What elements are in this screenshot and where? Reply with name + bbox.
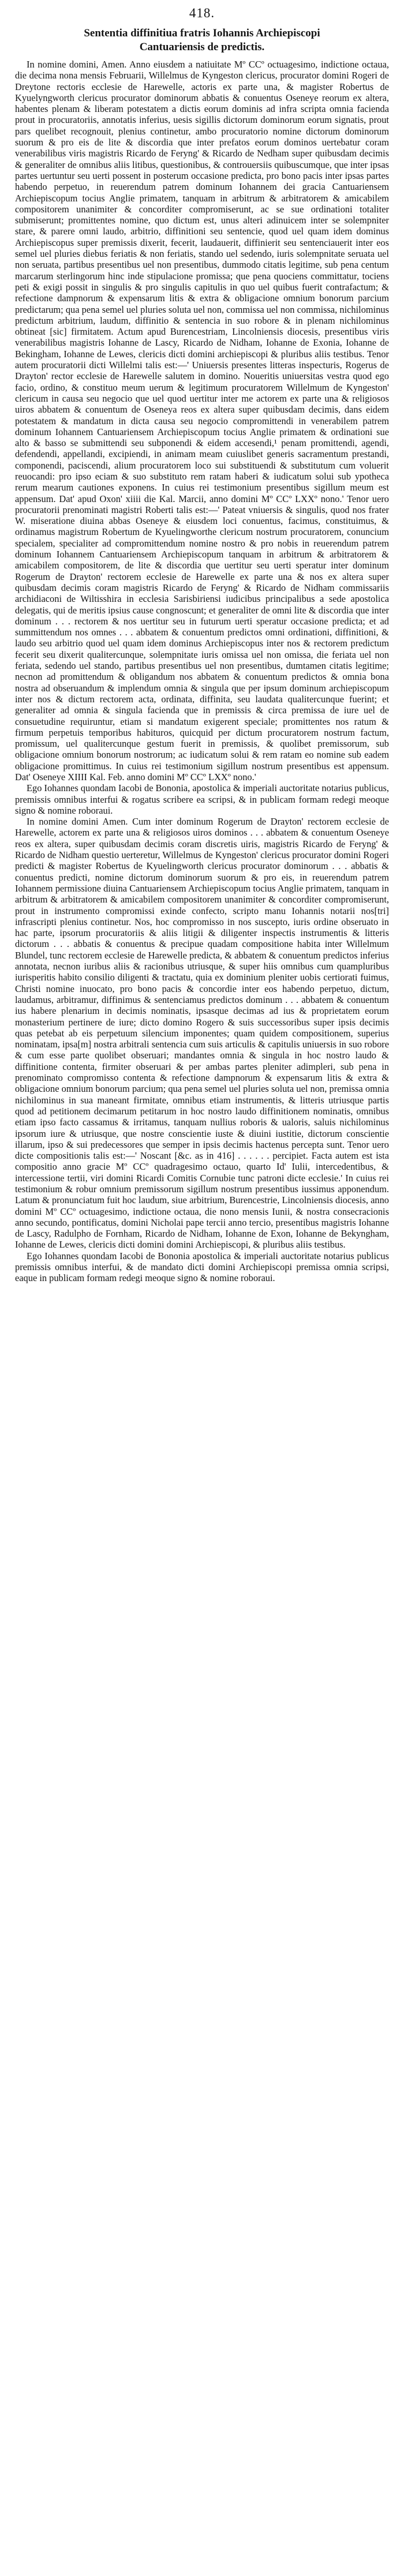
- heading-line-2: Cantuariensis de predictis.: [139, 41, 265, 53]
- paragraph-arbitral-sentence: In nomine domini Amen. Cum inter dominum Rogerum de Drayton' rectorem ecclesie de Harewelle, actorem ex parte una & religiosos uiros dominos . . . abbatem & conuentum Oseneye reos ex altera, super quibusdam decimis coram discretis uiris, magistris Ricardo de Feryng' & Ricardo de Nidham questio uerteretur, Willelmus de Kyngeston' clericus procurator domini Rogeri predicti & magister Robertus de Kyuelingworth clericus procurator dominorum . . . abbatis & conuentus predicti, nomine dictorum dominorum suorum & pro eis, in reuerendum patrem Iohannem permissione diuina Cantuariensem Archiepiscopum tocius Anglie primatem, tanquam in arbitrum & arbitratorem & amicabilem compositorem unanimiter & concorditer compromiserunt, prout in instrumento compromissi exinde confecto, scripto manu Iohannis notarii nos[tri] infrascripti plenius continetur. Nos, hoc compromisso in nos suscepto, iuris ordine obseruato in hac parte, ipsorum procuratoriis & aliis litigii & diligenter inspectis instrumentis & litteris dictorum . . . abbatis & conuentus & precipue quadam compositione habita inter Willelmum Blundel, tunc rectorem ecclesie de Harewelle predicta, & abbatem & conuentum predictos inferius annotata, necnon iuribus aliis & racionibus utriusque, & super hiis omnibus cum quampluribus iurisperitis habito consilio diligenti & tractatu, quia ex dominium pleniter uobis certiorati fuimus, Christi nomine inuocato, pro bono pacis & concordie inter eos habendo perpetuo, dictum, laudamus, arbitramur, diffinimus & sentenciamus predictos dominum . . . abbatem & conuentum ius habere plenarium in decimis nominatis, ipsasque decimas ad ius & proprietatem eorum monasterium pertinere de iure; dicto domino Rogero & suis successoribus super ipsis decimis quas petebat ab eis perpetuum silencium imponentes; quam quidem compositionem, superius nominatam, ipsa[m] nostra arbitrali sentencia cum suis articulis & capitulis uniuersis in suo robore & cum esse parte quolibet obseruari; mandantes omnia & singula in hoc nostro laudo & diffinitione contenta, firmiter obseruari & per ambas partes pleniter adimpleri, sub pena in prenominato compromisso contenta & refectione dampnorum & expensarum litis & extra & obligacione omnium bonorum parcium; qua pena semel uel pluries soluta uel non, premissa omnia nichilominus in sua maneant firmitate, omnibus etiam instrumentis, & litteris utriusque partis quod ad petitionem decimarum petitarum in hoc nostro laudo diffinitionem nominatis, omnibus etiam ipso facto cassamus & irritamus, tanquam nullius roboris & ualoris, saluis nichilominus ipsorum iure & utriusque, que nostre conscientie iuste & diuini iustitie, dictorum conscientie illarum, ipso & sui predecessores que semper in ipsis decimis hactenus percepta sunt. Tenor uero dicte compositionis talis est:—' Noscant [&c. as in 416] . . . . . . percipiet. Facta autem est ista compositio anno gracie Mº CCº quadragesimo octauo, quarto Id' Iulii, intercedentibus, & intercessione tertii, viri domini Ricardi Comitis Cornubie tunc patroni dicte ecclesie.' In cuius rei testimonium & robur omnium premissorum sigillum nostrum presentibus iussimus apponendum. Latum & pronunciatum fuit hoc laudum, siue arbitrium, Burencestrie, Lincolniensis diocesis, anno domini Mº CCº octuagesimo, indictione octaua, die nono mensis Iunii, & nostra consecracionis anno secundo, pontificatus, domini Nicholai pape tercii anno tercio, presentibus magistris Iohanne de Lascy, Radulpho de Fornham, Ricardo de Nidham, Iohanne de Exon, Iohanne de Bekyngham, Iohanne de Lewes, clericis dicti domini domini Archiepiscopi, & pluribus aliis testibus.: [15, 816, 389, 1250]
- heading-line-1: Sententia diffinitiua fratris Iohannis Archiepiscopi: [84, 27, 320, 39]
- paragraph-notary-attestation-1: Ego Iohannes quondam Iacobi de Bononia, apostolica & imperiali auctoritate notarius publicus, premissis omnibus interfui & rogatus scribere ea scripsi, & in publicam formam redegi meoque signo & nomine roboraui.: [15, 782, 389, 816]
- paragraph-arbitration-compromise: In nomine domini, Amen. Anno eiusdem a natiuitate Mº CCº octuagesimo, indictione octaua, die decima nona mensis Februarii, Willelmus de Kyngeston clericus, procurator domini Rogeri de Dreytone rectoris ecclesie de Harewelle, actoris ex parte una, & magister Robertus de Kyuelyngworth clericus procurator dominorum abbatis & conuentus Oseneye reorum ex altera, habentes plenam & liberam potestatem a dictis eorum dominis ad infra scripta omnia facienda prout in procuratoriis, annotatis inferius, uesis sigillis dictorum dominorum eorum signatis, prout pars quelibet recognouit, plenius continetur, ambo procuratorio nomine dictorum dominorum suorum & pro eis de lite & discordia que inter prefatos eorum dominos uertebatur coram venerabilibus viris magistris Ricardo de Feryng' & Ricardo de Nedham super quibusdam decimis & generaliter de omnibus aliis litibus, questionibus, & controuersiis quibuscumque, que inter ipsas partes uertuntur seu uerti possent in posterum occasione predicta, pro bono pacis inter ipsas partes habendo perpetuo, in reuerendum patrem dominum Iohannem dei gracia Cantuariensem Archiepiscopum tocius Anglie primatem, tanquam in arbitrum & arbitratorem & amicabilem compositorem unanimiter & concorditer compromiserunt, ac se sue ordinationi totaliter submiserunt; promittentes nomine, quo dictum est, unus alteri adinuicem inter se solempniter stare, & parere omni laudo, arbitrio, diffinitioni seu sentencie, quod uel quam idem dominus Archiepiscopus super premissis dixerit, fecerit, laudauerit, diffinierit seu sentenciauerit inter eos semel uel pluries diebus feriatis & non feriatis, stando uel sedendo, iuris solempnitate seruata uel non seruata, partibus presentibus uel non presentibus, dummodo citatis legitime, sub pena centum marcarum sterlingorum hinc inde stipulacione promissa; que pena quociens committatur, tociens peti & exigi possit in singulis & pro singulis capitulis in quo uel quibus fuerit contrafactum; & refectione dampnorum & expensarum litis & extra & obligacione omnium bonorum parcium predictarum; qua pena semel uel pluries soluta uel non, commissa uel non commissa, nichilominus predictum arbitrium, laudum, diffinitio & sentencia in suo robore & in plenam nichilominus obtineat [sic] firmitatem. Actum apud Burencestriam, Lincolniensis diocesis, presentibus viris venerabilibus magistris Iohanne de Lascy, Ricardo de Nidham, Iohanne de Exonia, Iohanne de Bekingham, Iohanne de Lewes, clericis dicti domini archiepiscopi & pluribus aliis testibus. Tenor autem procuratorii dicti Willelmi talis est:—' Uniuersis presentes litteras inspecturis, Rogerus de Drayton' rector ecclesie de Harewelle salutem in domino. Noueritis uniuersitas vestra quod ego facio, ordino, & constituo meum uerum & legitimum procuratorem Willelmum de Kyngeston' clericum in causa seu negocio que uel quod uertitur inter me actorem ex parte una & religiosos uiros abbatem & conuentum de Oseneya reos ex altera super quibusdam decimis, dans eidem potestatem & mandatum in dicta causa seu negocio compromittendi in venerabilem patrem dominum Iohannem Cantuariensem Archiepiscopum tocius Anglie primatem & ordinationi sue alto & basso se submittendi seu subponendi & eidem accesendi,¹ penam promittendi, agendi, defendendi, appellandi, excipiendi, in animam meam cuiuslibet generis sacramentum prestandi, componendi, paciscendi, alium procuratorem loco sui substituendi & substitutum cum voluerit reuocandi: pro ipso eciam & suo substituto rem ratam haberi & iudicatum solui sub ypotheca rerum mearum cautiones exponens. In cuius rei testimonium presentibus sigillum meum est appensum. Dat' apud Oxon' xiiii die Kal. Marcii, anno domini Mº CCº LXXº nono.' Tenor uero procuratorii prenominati magistri Roberti talis est:—' Pateat vniuersis & singulis, quod nos frater W. miseratione diuina abbas Oseneye & eiusdem loci conuentus, facimus, constituimus, & ordinamus magistrum Robertum de Kyuelingworthe clericum nostrum procuratorem, conuncium specialem, specialiter ad compromittendum nomine nostro & pro nobis in reuerendum patrem dominum Iohannem Cantuariensem Archiepiscopum tanquam in arbitrum & arbitratorem & amicabilem compositorem, de lite & discordia que uertitur seu uerti speratur inter dominum Rogerum de Drayton' rectorem ecclesie de Harewelle ex parte una & nos ex altera super quibusdam decimis coram magistris Ricardo de Feryng' & Ricardo de Nidham commissariis archidiaconi de Wiltisshira in ecclesia Sarisbiriensi iudicibus principalibus a sede apostolica delegatis, qui de meritis ipsius cause congnoscunt; et generaliter de omni lite & discordia que inter dominum . . . rectorem & nos uertitur seu in futurum uerti speratur occasione predicta; et ad summittendum nos omnes . . . abbatem & conuentum predictos omni ordinationi, diffinitioni, & laudo seu arbitrio quod uel quam idem dominus Archiepiscopus inter nos & rectorem predictum fecerit seu dixerit qualitercunque, solempnitate iuris omissa uel non omissa, die feriata uel non feriata, sedendo uel stando, partibus presentibus uel non presentibus, dumtamen citatis legitime; necnon ad promittendum & obligandum nos abbatem & conuentum predictos & omnia bona nostra ad obseruandum & implendum omnia & singula que per ipsum dominum archiepiscopum inter nos & dictum rectorem acta, ordinata, diffinita, seu laudata qualitercunque fuerint; et generaliter ad omnia & singula facienda que in premissis & circa premissa de iure uel de consuetudine requiruntur, etiam si mandatum exigerent speciale; promittentes nos ratum & firmum perpetuis temporibus habituros, quicquid per dictum procuratorem nostrum factum, promissum, uel qualitercunque gestum fuerit in premissis, & quolibet premissorum, sub obligacione omnium bonorum nostrorum; ac iudicatum solui & rem ratam eo nomine sub eadem obligacione promittimus. In cuius rei testimonium sigillum nostrum presentibus est appensum. Dat' Oseneye XIIII Kal. Feb. anno domini Mº CCº LXXº nono.': [15, 59, 389, 782]
- paragraph-notary-attestation-2: Ego Iohannes quondam Iacobi de Bononia apostolica & imperiali auctoritate notarius publicus premissis omnibus interfui, & de mandato dicti domini Archiepiscopi premissa omnia scripsi, eaque in publicam formam redegi meoque signo & nomine roboraui.: [15, 1250, 389, 1284]
- page-number: 418.: [189, 6, 215, 20]
- section-heading: [15, 27, 389, 54]
